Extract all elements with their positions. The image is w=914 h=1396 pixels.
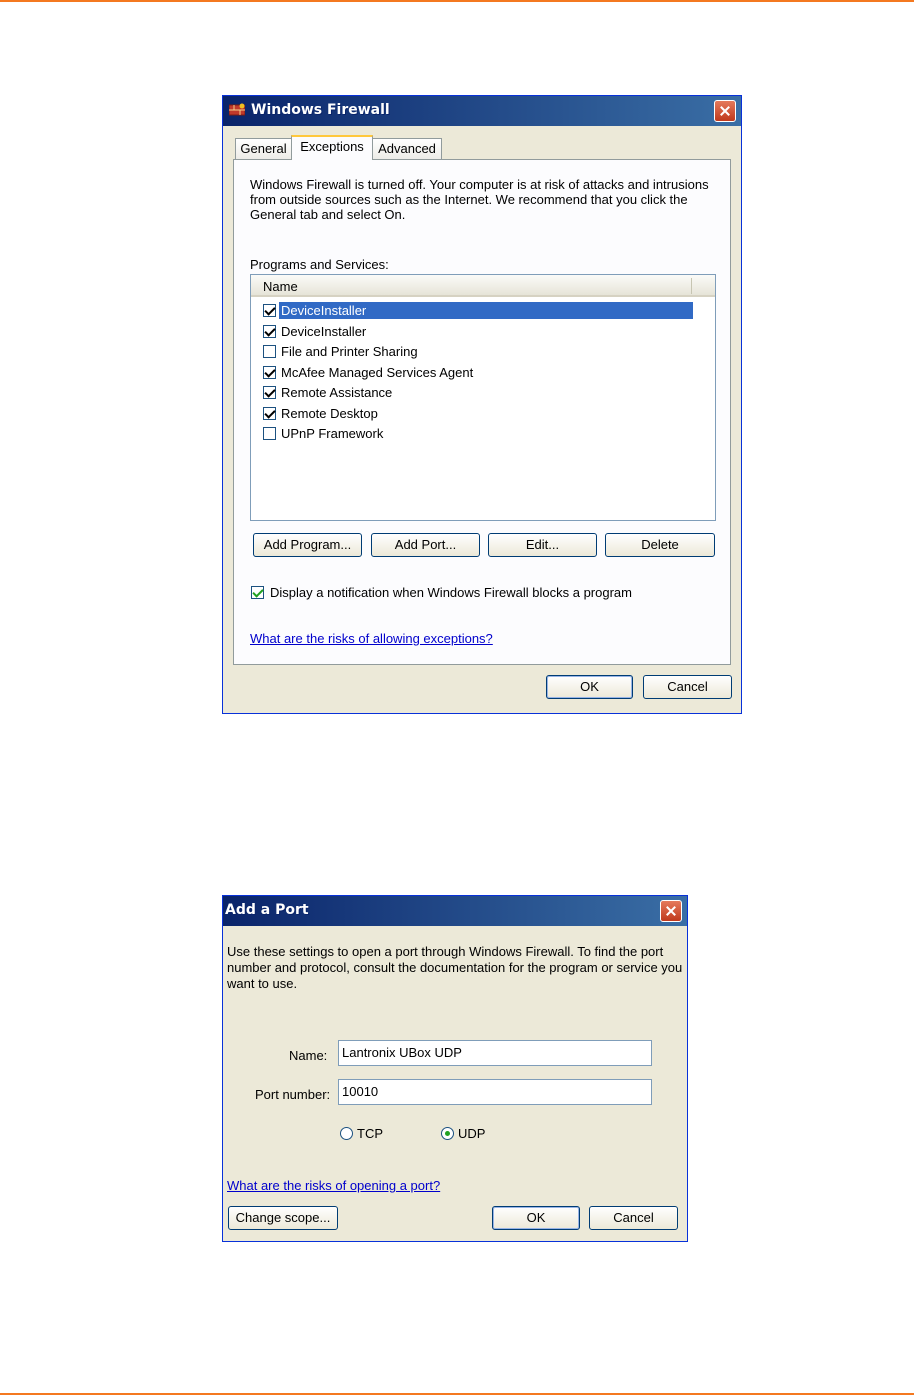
list-item-checkbox[interactable] [263,304,276,317]
port-number-label: Port number: [255,1087,331,1102]
list-item-label: DeviceInstaller [279,302,693,319]
firewall-warning-line-2: from outside sources such as the Internet. We recommend that you click the [250,192,688,207]
list-item-checkbox[interactable] [263,386,276,399]
list-header-name[interactable] [251,275,715,297]
udp-radio[interactable] [441,1127,454,1140]
delete-button[interactable]: Delete [605,533,715,557]
firewall-app-icon [229,103,245,117]
port-number-input[interactable]: 10010 [338,1079,652,1105]
notify-checkbox[interactable] [251,586,264,599]
windows-firewall-dialog [222,95,742,714]
add-port-dialog [222,895,688,1242]
firewall-cancel-button[interactable]: Cancel [643,675,732,699]
close-icon[interactable] [714,100,736,122]
firewall-ok-button[interactable]: OK [546,675,633,699]
firewall-title: Windows Firewall [251,102,390,118]
add-port-description-line-2: number and protocol, consult the documentation for the program or service you [227,960,683,975]
list-item-label: McAfee Managed Services Agent [281,364,474,380]
tab-general[interactable] [235,138,292,160]
tcp-label: TCP [357,1126,383,1141]
list-item-checkbox[interactable] [263,407,276,420]
list-item[interactable] [261,363,693,382]
exceptions-risks-link[interactable]: What are the risks of allowing exceptions? [250,631,493,646]
programs-label: Programs and Services: [250,257,389,272]
add-port-ok-button[interactable]: OK [492,1206,580,1230]
udp-label: UDP [458,1126,486,1141]
list-item-checkbox[interactable] [263,366,276,379]
change-scope-button[interactable]: Change scope... [228,1206,338,1230]
list-item[interactable] [261,301,693,320]
add-port-title: Add a Port [225,902,309,918]
add-port-cancel-button[interactable]: Cancel [589,1206,678,1230]
tcp-radio[interactable] [340,1127,353,1140]
add-port-description-line-3: want to use. [227,976,298,991]
programs-list[interactable] [250,274,716,521]
list-item-checkbox[interactable] [263,345,276,358]
port-risks-link[interactable]: What are the risks of opening a port? [227,1178,441,1193]
list-item-label: UPnP Framework [281,426,384,441]
list-item-checkbox[interactable] [263,325,276,338]
list-item[interactable] [261,424,693,443]
tab-advanced[interactable] [372,138,442,160]
tab-general-label: General [240,141,287,156]
list-item-label: Remote Assistance [281,385,393,400]
close-icon[interactable] [660,900,682,922]
tab-advanced-label: Advanced [378,141,436,156]
firewall-titlebar[interactable] [223,96,741,126]
notify-label: Display a notification when Windows Firewall blocks a program [270,585,632,600]
list-item-label: Remote Desktop [281,405,378,421]
list-item-label: DeviceInstaller [281,323,367,339]
name-label: Name: [289,1048,328,1063]
add-port-titlebar[interactable] [223,896,687,926]
footer-rule [0,1393,914,1395]
tab-exceptions[interactable] [291,135,373,160]
list-item[interactable] [261,322,693,341]
list-header-label: Name [263,279,298,294]
firewall-warning-line-3: General tab and select On. [250,207,406,222]
name-input[interactable]: Lantronix UBox UDP [338,1040,652,1066]
tab-exceptions-label: Exceptions [300,139,364,154]
list-item-checkbox[interactable] [263,427,276,440]
edit-button[interactable]: Edit... [488,533,597,557]
column-separator[interactable] [691,278,692,294]
list-item-label: File and Printer Sharing [281,344,418,359]
header-rule [0,0,914,2]
exceptions-panel [233,159,731,665]
firewall-warning-line-1: Windows Firewall is turned off. Your computer is at risk of attacks and intrusions [250,177,709,192]
add-port-description-line-1: Use these settings to open a port through Windows Firewall. To find the port [227,944,664,959]
list-item[interactable] [261,342,693,361]
list-item[interactable] [261,383,693,402]
list-item[interactable] [261,404,693,423]
add-program-button[interactable]: Add Program... [253,533,362,557]
add-port-button[interactable]: Add Port... [371,533,480,557]
